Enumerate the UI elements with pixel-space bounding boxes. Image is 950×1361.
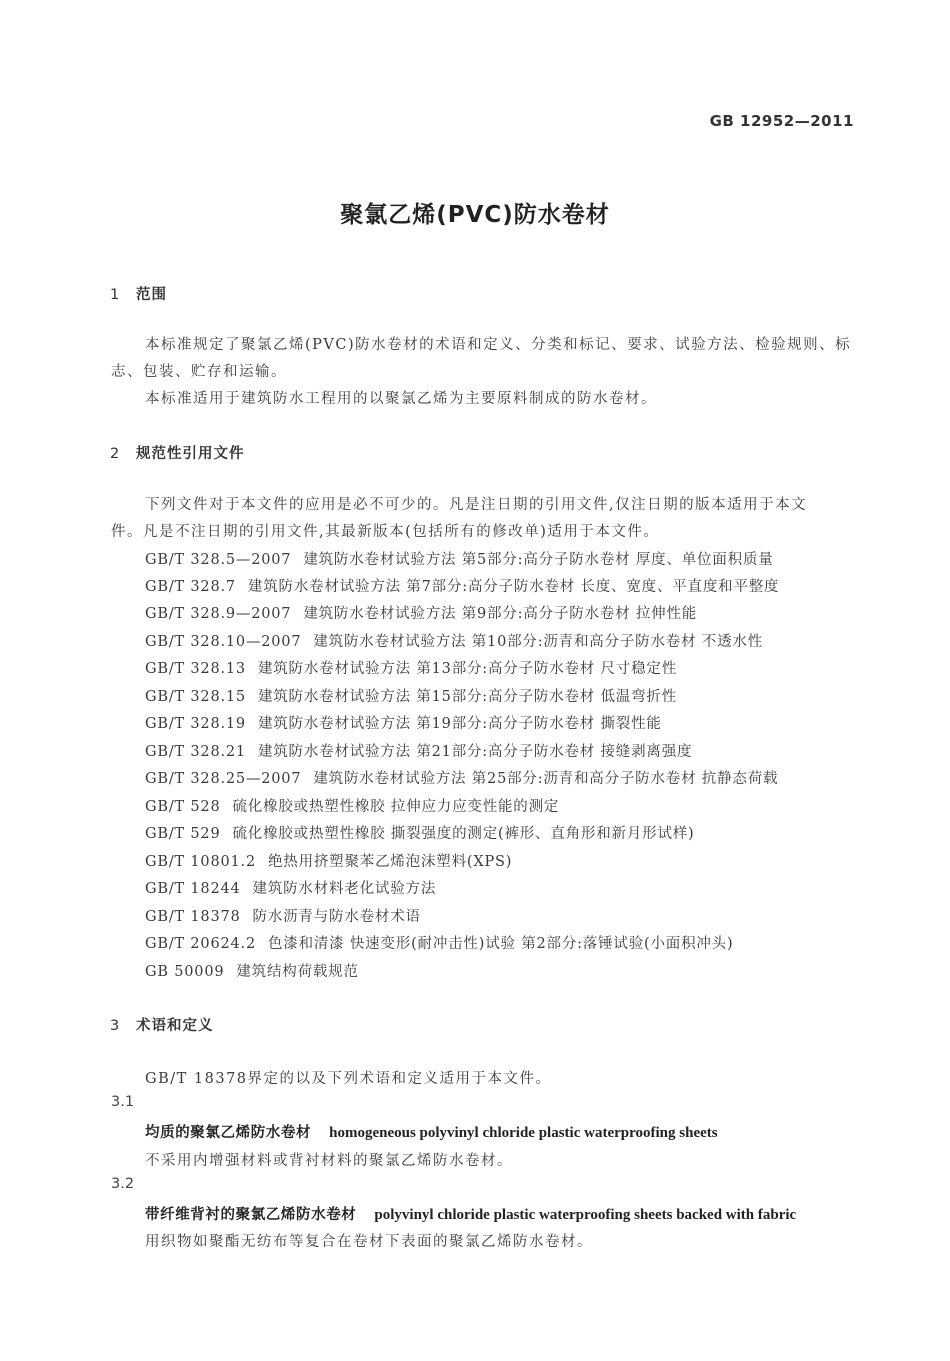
- term-definition: 用织物如聚酯无纺布等复合在卷材下表面的聚氯乙烯防水卷材。: [145, 1234, 593, 1250]
- section-heading-scope: [110, 283, 167, 304]
- reference-item: [145, 932, 733, 953]
- reference-item: [145, 602, 697, 623]
- normative-intro-line: 下列文件对于本文件的应用是必不可少的。凡是注日期的引用文件,仅注日期的版本适用于本文: [145, 497, 808, 513]
- reference-code: GB/T 20624.2: [145, 936, 256, 952]
- term-en: polyvinyl chloride plastic waterproofing sheets backed with fabric: [374, 1207, 797, 1223]
- reference-code: GB/T 18378: [145, 909, 241, 925]
- reference-item: [145, 877, 436, 898]
- section-title: 规范性引用文件: [136, 446, 245, 462]
- reference-item: [145, 905, 421, 926]
- section-title: 范围: [136, 287, 167, 303]
- reference-item: [145, 767, 778, 788]
- term-definition: 不采用内增强材料或背衬材料的聚氯乙烯防水卷材。: [145, 1153, 513, 1169]
- section-number: 2: [110, 446, 121, 462]
- reference-item: [145, 575, 779, 596]
- reference-code: GB/T 328.19: [145, 716, 246, 732]
- scope-paragraph-line: 志、包装、贮存和运输。: [111, 364, 287, 380]
- reference-code: GB/T 328.21: [145, 744, 246, 760]
- reference-item: [145, 795, 559, 816]
- document-title: 聚氯乙烯(PVC)防水卷材: [340, 202, 610, 228]
- term-entry: [145, 1203, 796, 1224]
- reference-item: [145, 548, 774, 569]
- reference-code: GB/T 328.15: [145, 689, 246, 705]
- reference-code: GB/T 328.25—2007: [145, 771, 302, 787]
- reference-title: 建筑结构荷载规范: [236, 964, 359, 980]
- reference-title: 建筑防水卷材试验方法 第25部分:沥青和高分子防水卷材 抗静态荷载: [313, 771, 779, 787]
- reference-item: [145, 712, 662, 733]
- terms-intro: GB/T 18378界定的以及下列术语和定义适用于本文件。: [145, 1071, 552, 1087]
- term-zh: 均质的聚氯乙烯防水卷材: [145, 1124, 312, 1141]
- term-entry: [145, 1121, 718, 1142]
- standard-code: GB 12952—2011: [709, 112, 854, 130]
- reference-code: GB 50009: [145, 964, 225, 980]
- term-en: homogeneous polyvinyl chloride plastic waterproofing sheets: [329, 1125, 718, 1141]
- reference-code: GB/T 328.9—2007: [145, 606, 292, 622]
- section-heading-terms: [110, 1014, 214, 1035]
- reference-code: GB/T 328.13: [145, 661, 246, 677]
- reference-code: GB/T 328.5—2007: [145, 552, 292, 568]
- reference-item: [145, 960, 359, 981]
- term-number: 3.2: [111, 1176, 135, 1192]
- section-heading-normative-references: [110, 442, 245, 463]
- reference-item: [145, 850, 512, 871]
- reference-title: 绝热用挤塑聚苯乙烯泡沫塑料(XPS): [267, 854, 513, 870]
- reference-code: GB/T 528: [145, 799, 221, 815]
- reference-title: 建筑防水卷材试验方法 第15部分:高分子防水卷材 低温弯折性: [257, 689, 678, 705]
- reference-code: GB/T 18244: [145, 881, 241, 897]
- normative-intro-line: 件。凡是不注日期的引用文件,其最新版本(包括所有的修改单)适用于本文件。: [111, 524, 660, 540]
- reference-title: 建筑防水卷材试验方法 第9部分:高分子防水卷材 拉伸性能: [303, 606, 698, 622]
- term-zh: 带纤维背衬的聚氯乙烯防水卷材: [145, 1206, 357, 1223]
- reference-code: GB/T 529: [145, 826, 221, 842]
- reference-item: [145, 630, 763, 651]
- reference-title: 建筑防水卷材试验方法 第19部分:高分子防水卷材 撕裂性能: [257, 716, 662, 732]
- reference-title: 建筑防水卷材试验方法 第7部分:高分子防水卷材 长度、宽度、平直度和平整度: [247, 579, 780, 595]
- reference-title: 建筑防水卷材试验方法 第21部分:高分子防水卷材 接缝剥离强度: [257, 744, 693, 760]
- reference-title: 色漆和清漆 快速变形(耐冲击性)试验 第2部分:落锤试验(小面积冲头): [267, 936, 734, 952]
- section-number: 1: [110, 287, 121, 303]
- reference-code: GB/T 328.10—2007: [145, 634, 302, 650]
- reference-title: 建筑防水卷材试验方法 第5部分:高分子防水卷材 厚度、单位面积质量: [303, 552, 774, 568]
- reference-code: GB/T 10801.2: [145, 854, 256, 870]
- reference-code: GB/T 328.7: [145, 579, 236, 595]
- scope-paragraph-line: 本标准规定了聚氯乙烯(PVC)防水卷材的术语和定义、分类和标记、要求、试验方法、检验规则、标: [145, 337, 852, 353]
- section-number: 3: [110, 1018, 121, 1034]
- reference-item: [145, 657, 677, 678]
- reference-item: [145, 740, 692, 761]
- reference-title: 建筑防水材料老化试验方法: [252, 881, 437, 897]
- term-number: 3.1: [111, 1094, 135, 1110]
- reference-item: [145, 685, 677, 706]
- section-title: 术语和定义: [136, 1018, 214, 1034]
- reference-title: 硫化橡胶或热塑性橡胶 拉伸应力应变性能的测定: [232, 799, 560, 815]
- reference-item: [145, 822, 695, 843]
- scope-applicability: 本标准适用于建筑防水工程用的以聚氯乙烯为主要原料制成的防水卷材。: [145, 391, 657, 407]
- reference-title: 建筑防水卷材试验方法 第13部分:高分子防水卷材 尺寸稳定性: [257, 661, 678, 677]
- reference-title: 建筑防水卷材试验方法 第10部分:沥青和高分子防水卷材 不透水性: [313, 634, 763, 650]
- reference-title: 硫化橡胶或热塑性橡胶 撕裂强度的测定(裤形、直角形和新月形试样): [232, 826, 695, 842]
- reference-title: 防水沥青与防水卷材术语: [252, 909, 421, 925]
